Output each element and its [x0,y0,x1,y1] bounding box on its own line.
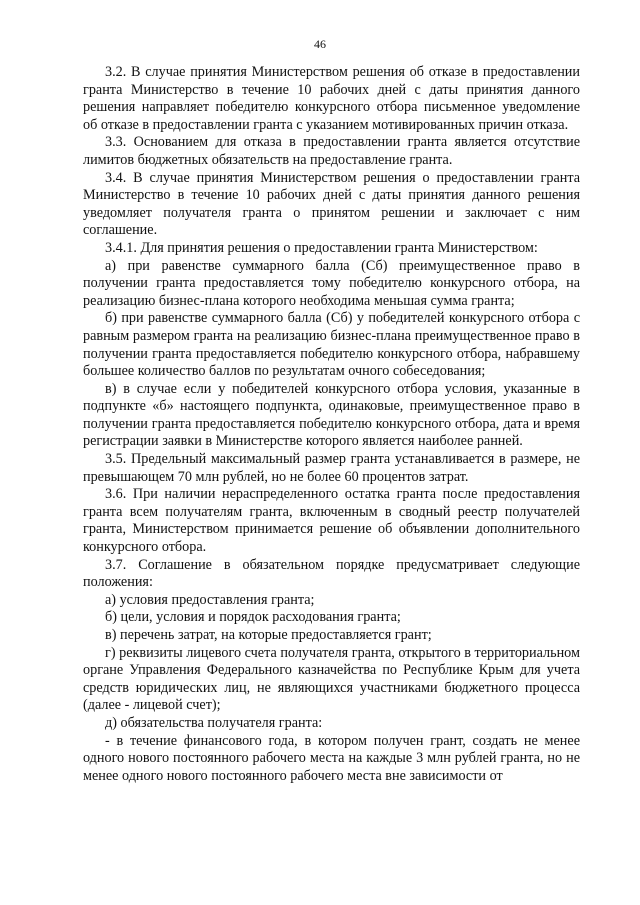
page-number: 46 [314,37,326,51]
paragraph-3-7-b: б) цели, условия и порядок расходования гранта; [105,609,401,626]
paragraph-3-7-d: д) обязательства получателя гранта: [105,714,323,731]
paragraph-3-7-g: г) реквизиты лицевого счета получателя гранта, открытого в территориальном органе Управления Федерального казначейства по Республике Крым для учета средств юридических лиц, не являющихся участниками бюджетного процесса (далее - лицевой счет); [83,644,580,714]
paragraph-3-7: 3.7. Соглашение в обязательном порядке предусматривает следующие положения: [83,556,580,591]
paragraph-3-4-1: 3.4.1. Для принятия решения о предоставлении гранта Министерством: [105,239,538,256]
document-body [83,64,580,785]
paragraph-3-4-1-b: б) при равенстве суммарного балла (Сб) у победителей конкурсного отбора с равным размером гранта на реализацию бизнес-плана преимущественное право в получении гранта предоставляется победителю конкурсного отбора, набравшему большее количество баллов по результатам очного собеседования; [83,310,580,380]
paragraph-3-7-d-item: - в течение финансового года, в котором получен грант, создать не менее одного нового постоянного рабочего места на каждые 3 млн рублей гранта, но не менее одного нового постоянного рабочего места вне зависимости от [83,732,580,784]
paragraph-3-6: 3.6. При наличии нераспределенного остатка гранта после предоставления гранта всем получателям гранта, включенным в сводный реестр получателей гранта, Министерством принимается решение об объявлении дополнительного конкурсного отбора. [83,486,580,556]
paragraph-3-7-v: в) перечень затрат, на которые предоставляется грант; [105,627,432,643]
paragraph-3-4-1-v: в) в случае если у победителей конкурсного отбора условия, указанные в подпункте «б» настоящего подпункта, одинаковые, преимущественное право в получении гранта предоставляется победителю конкурсного отбора, дата и время регистрации заявки в Министерстве которого является наиболее ранней. [83,380,580,450]
paragraph-3-4-1-a: а) при равенстве суммарного балла (Сб) преимущественное право в получении гранта предоставляется тому победителю конкурсного отбора, на реализацию бизнес-плана которого необходима меньшая сумма гранта; [83,257,580,309]
paragraph-3-7-a: а) условия предоставления гранта; [105,591,315,608]
paragraph-3-3: 3.3. Основанием для отказа в предоставлении гранта является отсутствие лимитов бюджетных обязательств на предоставление гранта. [83,134,580,168]
paragraph-3-2: 3.2. В случае принятия Министерством решения об отказе в предоставлении гранта Министерство в течение 10 рабочих дней с даты принятия данного решения направляет победителю конкурсного отбора письменное уведомление об отказе в предоставлении гранта с указанием мотивированных причин отказа. [83,64,580,133]
paragraph-3-4: 3.4. В случае принятия Министерством решения о предоставлении гранта Министерство в течение 10 рабочих дней с даты принятия данного решения уведомляет получателя гранта о принятом решении и заключает с ним соглашение. [83,169,580,239]
paragraph-3-5: 3.5. Предельный максимальный размер гранта устанавливается в размере, не превышающем 70 млн рублей, но не более 60 процентов затрат. [83,451,580,485]
